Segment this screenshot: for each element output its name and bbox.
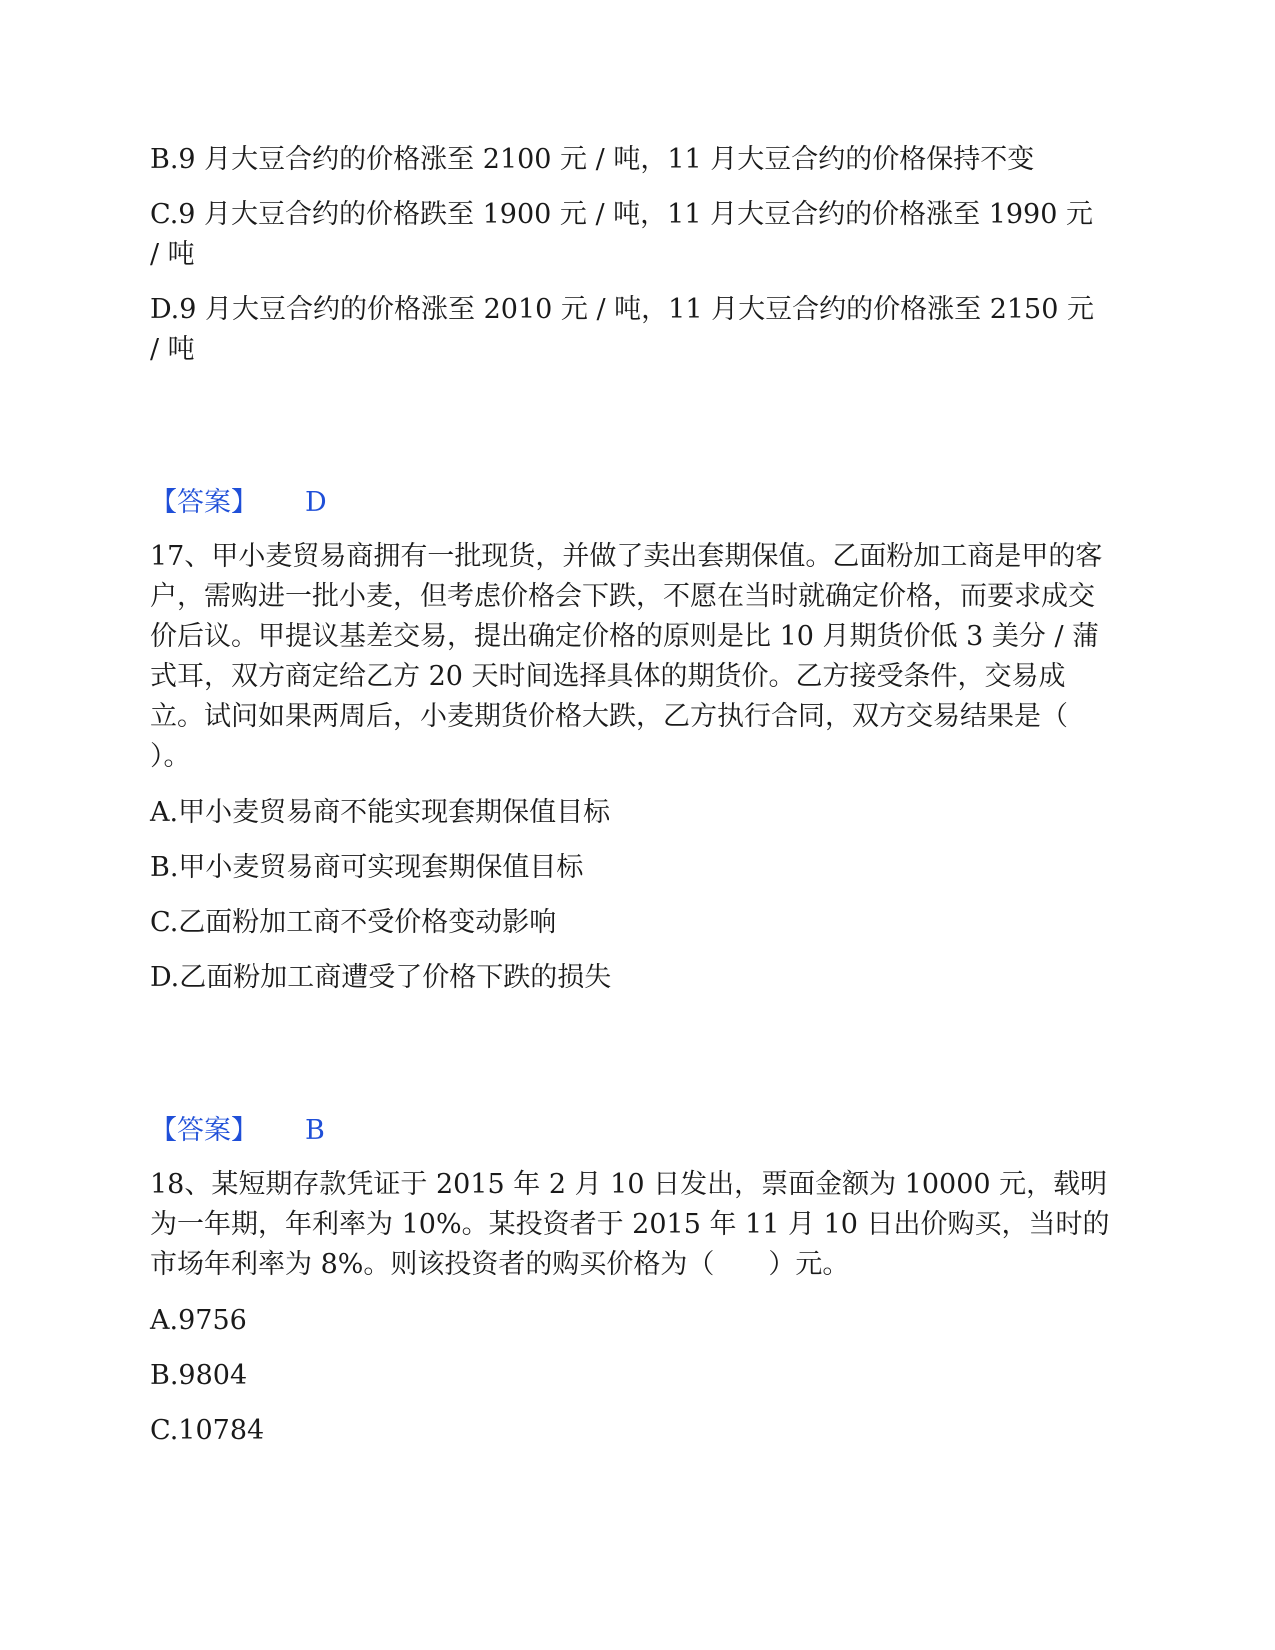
question-stem: 18、某短期存款凭证于 2015 年 2 月 10 日发出，票面金额为 10000 元，载明为一年期，年利率为 10%。某投资者于 2015 年 11 月 10 日出价购买，当时的市场年利率为 8%。则该投资者的购买价格为（ ）元。 (150, 1169, 1110, 1280)
option-c: C.9 月大豆合约的价格跌至 1900 元 / 吨，11 月大豆合约的价格涨至 1990 元 / 吨 (150, 199, 1093, 270)
option-a: A.甲小麦贸易商不能实现套期保值目标 (150, 797, 611, 828)
answer-value: D (305, 487, 327, 518)
document-page (150, 140, 1110, 1466)
option-d: D.9 月大豆合约的价格涨至 2010 元 / 吨，11 月大豆合约的价格涨至 2150 元 / 吨 (150, 294, 1094, 365)
option-b: B.9804 (150, 1360, 248, 1391)
answer-value: B (305, 1115, 325, 1146)
option-d: D.乙面粉加工商遭受了价格下跌的损失 (150, 962, 612, 993)
answer-row (150, 483, 1110, 523)
option-c: C.乙面粉加工商不受价格变动影响 (150, 907, 557, 938)
question-17 (150, 537, 1110, 998)
spacer (150, 385, 1110, 483)
question-18 (150, 1165, 1110, 1451)
option-b: B.甲小麦贸易商可实现套期保值目标 (150, 852, 584, 883)
answer-label: 【答案】 (150, 487, 258, 518)
question-stem: 17、甲小麦贸易商拥有一批现货，并做了卖出套期保值。乙面粉加工商是甲的客户，需购进一批小麦，但考虑价格会下跌，不愿在当时就确定价格，而要求成交价后议。甲提议基差交易，提出确定价格的原则是比 10 月期货价低 3 美分 / 蒲式耳，双方商定给乙方 20 天时间选择具体的期货价。乙方接受条件，交易成立。试问如果两周后，小麦期货价格大跌，乙方执行合同，双方交易结果是（ ）。 (150, 541, 1103, 772)
option-a: A.9756 (150, 1305, 247, 1336)
answer-label: 【答案】 (150, 1115, 258, 1146)
spacer (150, 1013, 1110, 1111)
option-b: B.9 月大豆合约的价格涨至 2100 元 / 吨，11 月大豆合约的价格保持不变 (150, 144, 1035, 175)
prev-question-options (150, 140, 1110, 370)
option-c: C.10784 (150, 1415, 265, 1446)
answer-row (150, 1111, 1110, 1151)
